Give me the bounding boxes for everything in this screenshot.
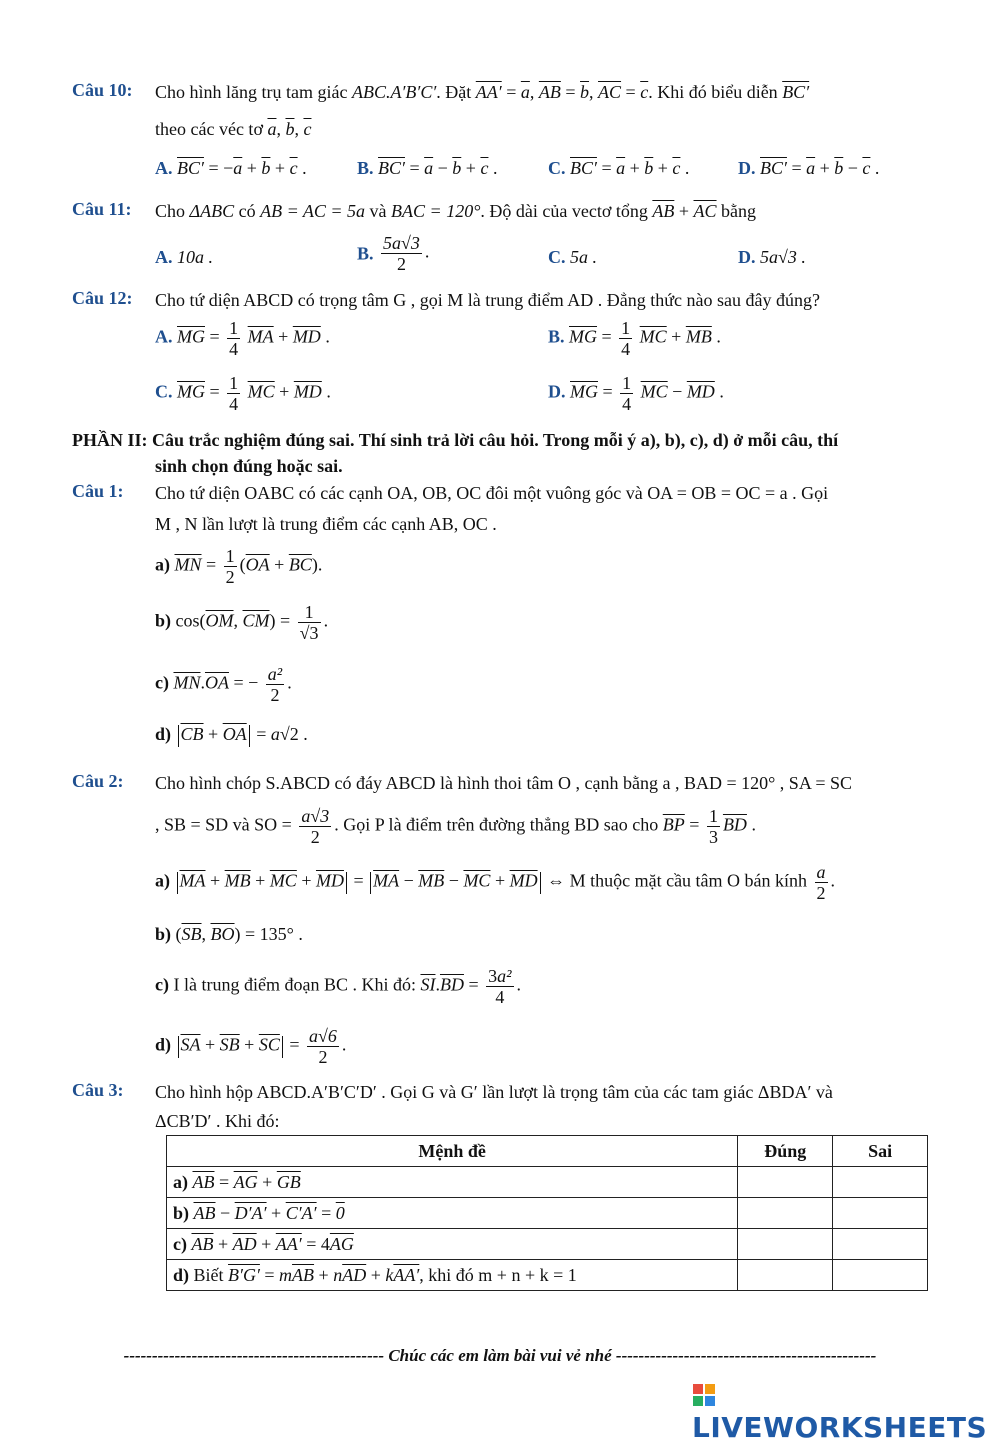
part2-heading-2: sinh chọn đúng hoặc sai. — [155, 456, 343, 476]
q10-optD-label: D. — [738, 158, 756, 178]
p2-d: d) $\overline{SA} + \overline{SB} + \overline{SC}$ = $\frac{a√6}{2}$ . — [155, 1026, 347, 1067]
p1-b: b) $\cos(\overline{OM}$, $\overline{CM}$) = $\frac{1}{√3}$ . — [155, 602, 329, 643]
q10-text2: . Đặt — [436, 82, 472, 102]
q11-optC-val: 5a . — [570, 247, 597, 267]
q10-optB: B. $BC' = \overline{a} - \overline{b} + \overline{c}$ . — [357, 158, 498, 178]
q10-label: Câu 10: — [72, 80, 133, 100]
footer-text: ---------------------------------------------- Chúc các em làm bài vui vẻ nhé ---------------------------------------------- — [123, 1346, 877, 1365]
q11-optB: B. $\frac{5a√3}{2}$ . — [357, 233, 430, 274]
p3-row-d-label: d) — [173, 1264, 190, 1285]
part2-heading: PHẦN II: Câu trắc nghiệm đúng sai. Thí sinh trả lời câu hỏi. Trong mỗi ý a), b), c), d) ở mỗi câu, thí — [72, 430, 839, 450]
q12-optA: A. $\overline{MG}$ = $\frac{1}{4}$ $\overline{MA} + \overline{MD}$ . — [155, 318, 330, 359]
q10-optC: C. $BC' = \overline{a} + \overline{b} + \overline{c}$ . — [548, 158, 690, 178]
q12-optB: B. $\overline{MG}$ = $\frac{1}{4}$ $\overline{MC} + \overline{MB}$ . — [548, 318, 721, 359]
p3-row-c: c) $\overline{AB} + \overline{AD} + AA' = 4\overline{AG}$ — [167, 1229, 738, 1260]
q10-line2-text: theo các véc tơ — [155, 119, 263, 139]
p3-line1: Cho hình hộp ABCD.A′B′C′D′ . Gọi G và G′ lần lượt là trọng tâm của các tam giác ΔBDA′ và — [155, 1082, 833, 1102]
q10-prism: ABC.A′B′C′ — [351, 82, 437, 102]
q11-optA-val: 10a . — [177, 247, 213, 267]
p3-b-false-cell[interactable] — [833, 1198, 928, 1229]
q11-and: và — [369, 201, 387, 221]
p2-b: b) ($\overline{SB}$, $\overline{BO}) = 135^\circ$ . — [155, 924, 303, 944]
q11-optB-num: 5a√3 — [383, 233, 420, 253]
q10-text3: . Khi đó biểu diễn — [648, 82, 778, 102]
q11-eq2: BAC = 120° — [391, 201, 481, 221]
q11-optD-val: 5a√3 . — [760, 247, 806, 267]
p3-a-true-cell[interactable] — [738, 1167, 833, 1198]
p3-header-false: Sai — [833, 1136, 928, 1167]
table-row — [167, 1260, 928, 1291]
p3-row-d: d) Biết $B'G' = m\overline{AB} + n\overline{AD} + kAA'$, khi đó m + n + k = 1 — [167, 1260, 738, 1291]
p1-d: d) $\overline{CB} + \overline{OA} = a√2$ . — [155, 722, 308, 747]
p3-row-a: a) $\overline{AB} = \overline{AG} + \overline{GB}$ — [167, 1167, 738, 1198]
q11-label: Câu 11: — [72, 199, 132, 219]
p3-row-a-label: a) — [173, 1171, 188, 1192]
q12-optC: C. $\overline{MG}$ = $\frac{1}{4}$ $\overline{MC} + \overline{MD}$ . — [155, 373, 331, 414]
p3-b-true-cell[interactable] — [738, 1198, 833, 1229]
p3-line2: ΔCB′D′ . Khi đó: — [155, 1111, 280, 1131]
p2-c: c) I là trung điểm đoạn BC . Khi đó: $\overline{SI}.\overline{BD}$ = $\frac{\text{3a²}}{4}$ . — [155, 966, 522, 1007]
q10-optC-label: C. — [548, 158, 566, 178]
p2-b-tail: = 135° . — [245, 924, 303, 944]
p1-label: Câu 1: — [72, 481, 124, 501]
p2-line1: Cho hình chóp S.ABCD có đáy ABCD là hình thoi tâm O , cạnh bằng a , BAD = 120° , SA = SC — [155, 773, 852, 793]
p1-line1: Cho tứ diện OABC có các cạnh OA, OB, OC đôi một vuông góc và OA = OB = OC = a . Gọi — [155, 483, 829, 503]
p3-row-b-label: b) — [173, 1202, 190, 1223]
p2-a-tail: M thuộc mặt cầu tâm O bán kính — [569, 870, 808, 891]
liveworksheets-logo — [692, 1378, 1000, 1444]
p3-a-false-cell[interactable] — [833, 1167, 928, 1198]
liveworksheets-icon — [692, 1383, 716, 1407]
p2-a: a) $\overline{MA} + \overline{MB} + \overline{MC} + \overline{MD} = \overline{MA} - \overline{MB} - \overline{MC} + \overline{MD}$ ⇔ M thuộc mặt cầu tâm O bán kính $\frac{a}{2}$ . — [155, 862, 836, 903]
q11-line1: Cho ΔABC có AB = AC = 5a và BAC = 120°. Độ dài của vectơ tổng $\overline{AB} + \overline{AC}$ bằng — [155, 201, 757, 221]
q11-optA: A. 10a . — [155, 247, 213, 267]
q11-text1: Cho — [155, 201, 186, 221]
q11-text3: bằng — [721, 201, 757, 221]
table-row — [167, 1229, 928, 1260]
q11-tri: ΔABC — [189, 201, 235, 221]
q12-optD: D. $\overline{MG}$ = $\frac{1}{4}$ $\overline{MC} - \overline{MD}$ . — [548, 373, 724, 414]
q11-optB-den: 2 — [396, 254, 406, 274]
q11-eq1: AB = AC = 5a — [260, 201, 366, 221]
p3-header-true: Đúng — [738, 1136, 833, 1167]
q10-line1: Cho hình lăng trụ tam giác ABC.A′B′C′. Đặt $AA' = \overline{a}$, $\overline{AB} = \overline{b}$, $\overline{AC} = \overline{c}$. Khi đó biểu diễn BC′ — [155, 82, 810, 102]
table-row — [167, 1198, 928, 1229]
q12-text: Cho tứ diện ABCD có trọng tâm G , gọi M là trung điểm AD . Đẳng thức nào sau đây đúng? — [155, 290, 820, 310]
p1-line2: M , N lần lượt là trung điểm các cạnh AB, OC . — [155, 514, 497, 534]
p2-line2a: , SB = SD và SO = — [155, 814, 292, 835]
q11-text2: . Độ dài của vectơ tổng — [480, 201, 648, 221]
p3-c-true-cell[interactable] — [738, 1229, 833, 1260]
p3-c-false-cell[interactable] — [833, 1229, 928, 1260]
p3-d-false-cell[interactable] — [833, 1260, 928, 1291]
q11-optD: D. 5a√3 . — [738, 247, 806, 267]
p3-table — [166, 1135, 928, 1291]
p3-d-true-cell[interactable] — [738, 1260, 833, 1291]
p1-a: a) $\overline{MN}$ = $\frac{1}{2}$ $(\overline{OA} + \overline{BC})$. — [155, 546, 323, 587]
p2-line2: , SB = SD và SO = $\frac{a√3}{2}$ . Gọi P là điểm trên đường thẳng BD sao cho $\overline{BP}$ = $\frac{1}{3}$ $\overline{BD}$ . — [155, 806, 756, 847]
q10-optD: D. $BC' = \overline{a} + \overline{b} - \overline{c}$ . — [738, 158, 880, 178]
q11-has: có — [238, 201, 256, 221]
q10-line2: theo các véc tơ $\overline{a}$, $\overline{b}$, $\overline{c}$ — [155, 119, 312, 139]
brand-text: LIVEWORKSHEETS — [692, 1411, 988, 1444]
p2-label: Câu 2: — [72, 771, 124, 791]
p3-label: Câu 3: — [72, 1080, 124, 1100]
q12-label: Câu 12: — [72, 288, 133, 308]
q11-optB-frac — [381, 233, 422, 274]
table-row — [167, 1167, 928, 1198]
q10-optA-label: A. — [155, 158, 173, 178]
q11-optC: C. 5a . — [548, 247, 597, 267]
q10-text1: Cho hình lăng trụ tam giác — [155, 82, 348, 102]
p3-d-text2: , khi đó m + n + k = 1 — [419, 1264, 577, 1285]
p3-header-statement: Mệnh đề — [167, 1136, 738, 1167]
p2-line2b: . Gọi P là điểm trên đường thẳng BD sao cho — [334, 814, 659, 835]
p3-row-c-label: c) — [173, 1233, 187, 1254]
p2-c-text: I là trung điểm đoạn BC . Khi đó: — [173, 974, 416, 995]
p3-d-text1: Biết — [193, 1264, 224, 1285]
p1-c: c) $\overline{MN}.\overline{OA}$ = − $\frac{\text{a²}}{2}$ . — [155, 664, 292, 705]
p3-row-b: b) $\overline{AB} - D'A' + C'A' = 0$ — [167, 1198, 738, 1229]
q10-optA: A. $BC' = -\overline{a} + \overline{b} + \overline{c}$ . — [155, 158, 307, 178]
q10-optB-label: B. — [357, 158, 374, 178]
